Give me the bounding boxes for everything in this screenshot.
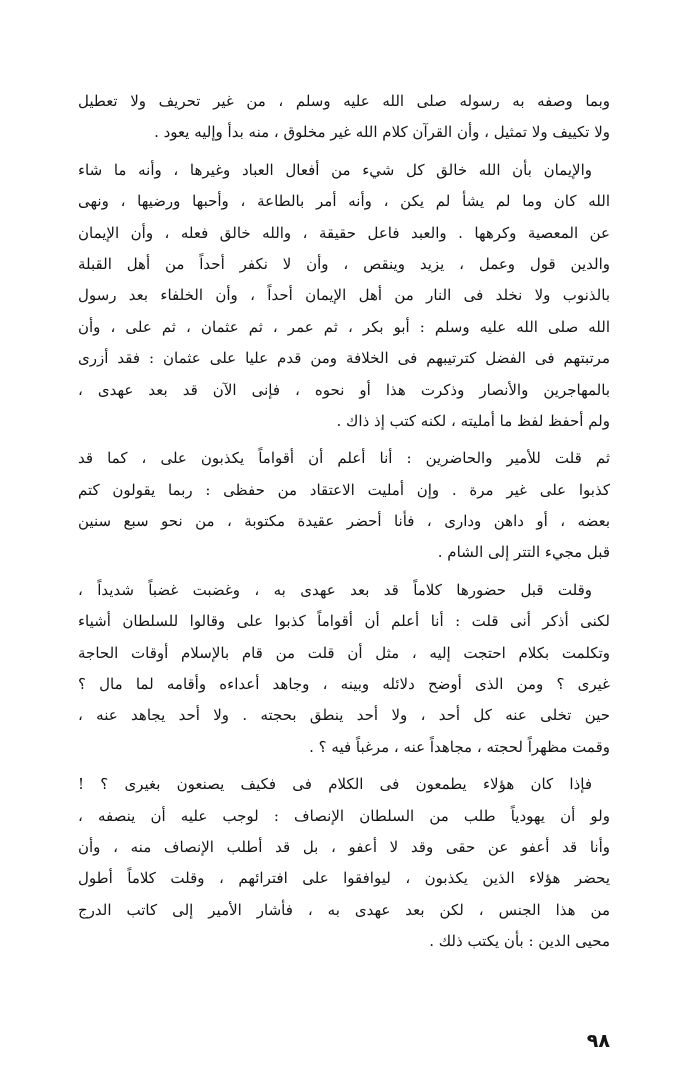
text-line: وقلت قبل حضورها كلاماً قد بعد عهدى به ، وغضبت غضباً شديداً ، (78, 580, 592, 599)
paragraph-5 (78, 769, 610, 957)
text-line: كذبوا على غير مرة . وإن أمليت الاعتقاد من حفظى : ربما يقولون كتم (78, 480, 610, 499)
text-line: ولو أن يهودياً طلب من السلطان الإنصاف : لوجب عليه أن ينصفه ، (78, 806, 610, 825)
text-line: الله صلى الله عليه وسلم : أبو بكر ، ثم عمر ، ثم عثمان ، ثم على ، وأن (78, 317, 610, 336)
text-line: غيرى ؟ ومن الذى أوضح دلائله وبينه ، وجاهد أعداءه وأقامه لما مال ؟ (78, 675, 610, 694)
text-line: وقمت مظهراً لحجته ، مجاهداً عنه ، مرغباً فيه ؟ . (309, 737, 610, 756)
text-line: ثم قلت للأمير والحاضرين : أنا أعلم أن أقواماً يكذبون على ، كما قد (78, 449, 610, 468)
text-line: والدين قول وعمل ، يزيد وينقص ، وأن لا نكفر أحداً من أهل القبلة (78, 254, 610, 273)
paragraph-3 (78, 443, 610, 569)
text-line: ولا تكييف ولا تمثيل ، وأن القرآن كلام الله غير مخلوق ، منه بدأ وإليه يعود . (154, 123, 610, 142)
text-line: عن المعصية وكرهها . والعبد فاعل حقيقة ، والله خالق فعله ، وأن الإيمان (78, 223, 610, 242)
text-line: بعضه ، أو داهن ودارى ، فأنا أحضر عقيدة مكتوبة ، من نحو سبع سنين (78, 512, 610, 531)
body-text (78, 86, 610, 964)
text-line: وتكلمت بكلام احتجت إليه ، مثل أن قلت من قام بالإسلام أوقات الحاجة (78, 643, 610, 662)
text-line: مرتبتهم فى الفضل كترتيبهم فى الخلافة ومن قدم عليا على عثمان : فقد أزرى (78, 349, 610, 368)
page-number: ٩٨ (586, 1030, 610, 1052)
text-line: وأنا قد أعفو عن حقى وقد لا أعفو ، بل قد أطلب الإنصاف منه ، وأن (78, 837, 610, 856)
paragraph-2 (78, 155, 610, 438)
text-line: بالذنوب ولا نخلد فى النار من أهل الإيمان أحداً ، وأن الخلفاء بعد رسول (78, 286, 610, 305)
text-line: يحضر هؤلاء الذين يكذبون ، ليوافقوا على افترائهم ، وقلت كلاماً أطول (78, 869, 610, 888)
text-line: بالمهاجرين والأنصار وذكرت هذا أو نحوه ، فإنى الآن قد بعد عهدى ، (78, 380, 610, 399)
text-line: فإذا كان هؤلاء يطمعون فى الكلام فى فكيف يصنعون بغيرى ؟ ! (78, 775, 592, 794)
text-line: والإيمان بأن الله خالق كل شيء من أفعال العباد وغيرها ، وأنه ما شاء (78, 160, 592, 179)
text-line: وبما وصفه به رسوله صلى الله عليه وسلم ، من غير تحريف ولا تعطيل (78, 92, 610, 110)
paragraph-1 (78, 86, 610, 149)
text-line: لكنى أذكر أنى قلت : أنا أعلم أن أقواماً كذبوا على وقالوا للسلطان أشياء (78, 612, 610, 631)
text-line: من هذا الجنس ، لكن بعد عهدى به ، فأشار الأمير إلى كاتب الدرج (78, 900, 610, 919)
paragraph-4 (78, 575, 610, 763)
text-line: قبل مجيء التتر إلى الشام . (437, 543, 610, 562)
text-line: الله كان وما لم يشأ لم يكن ، وأنه أمر بالطاعة ، وأحبها ورضيها ، ونهى (78, 192, 610, 211)
text-line: محيى الدين : بأن يكتب ذلك . (429, 932, 610, 951)
text-line: ولم أحفظ لفظ ما أمليته ، لكنه كتب إذ ذاك . (336, 411, 610, 430)
text-line: حين تخلى عنه كل أحد ، ولا أحد ينطق بحجته . ولا أحد يجاهد عنه ، (78, 706, 610, 725)
